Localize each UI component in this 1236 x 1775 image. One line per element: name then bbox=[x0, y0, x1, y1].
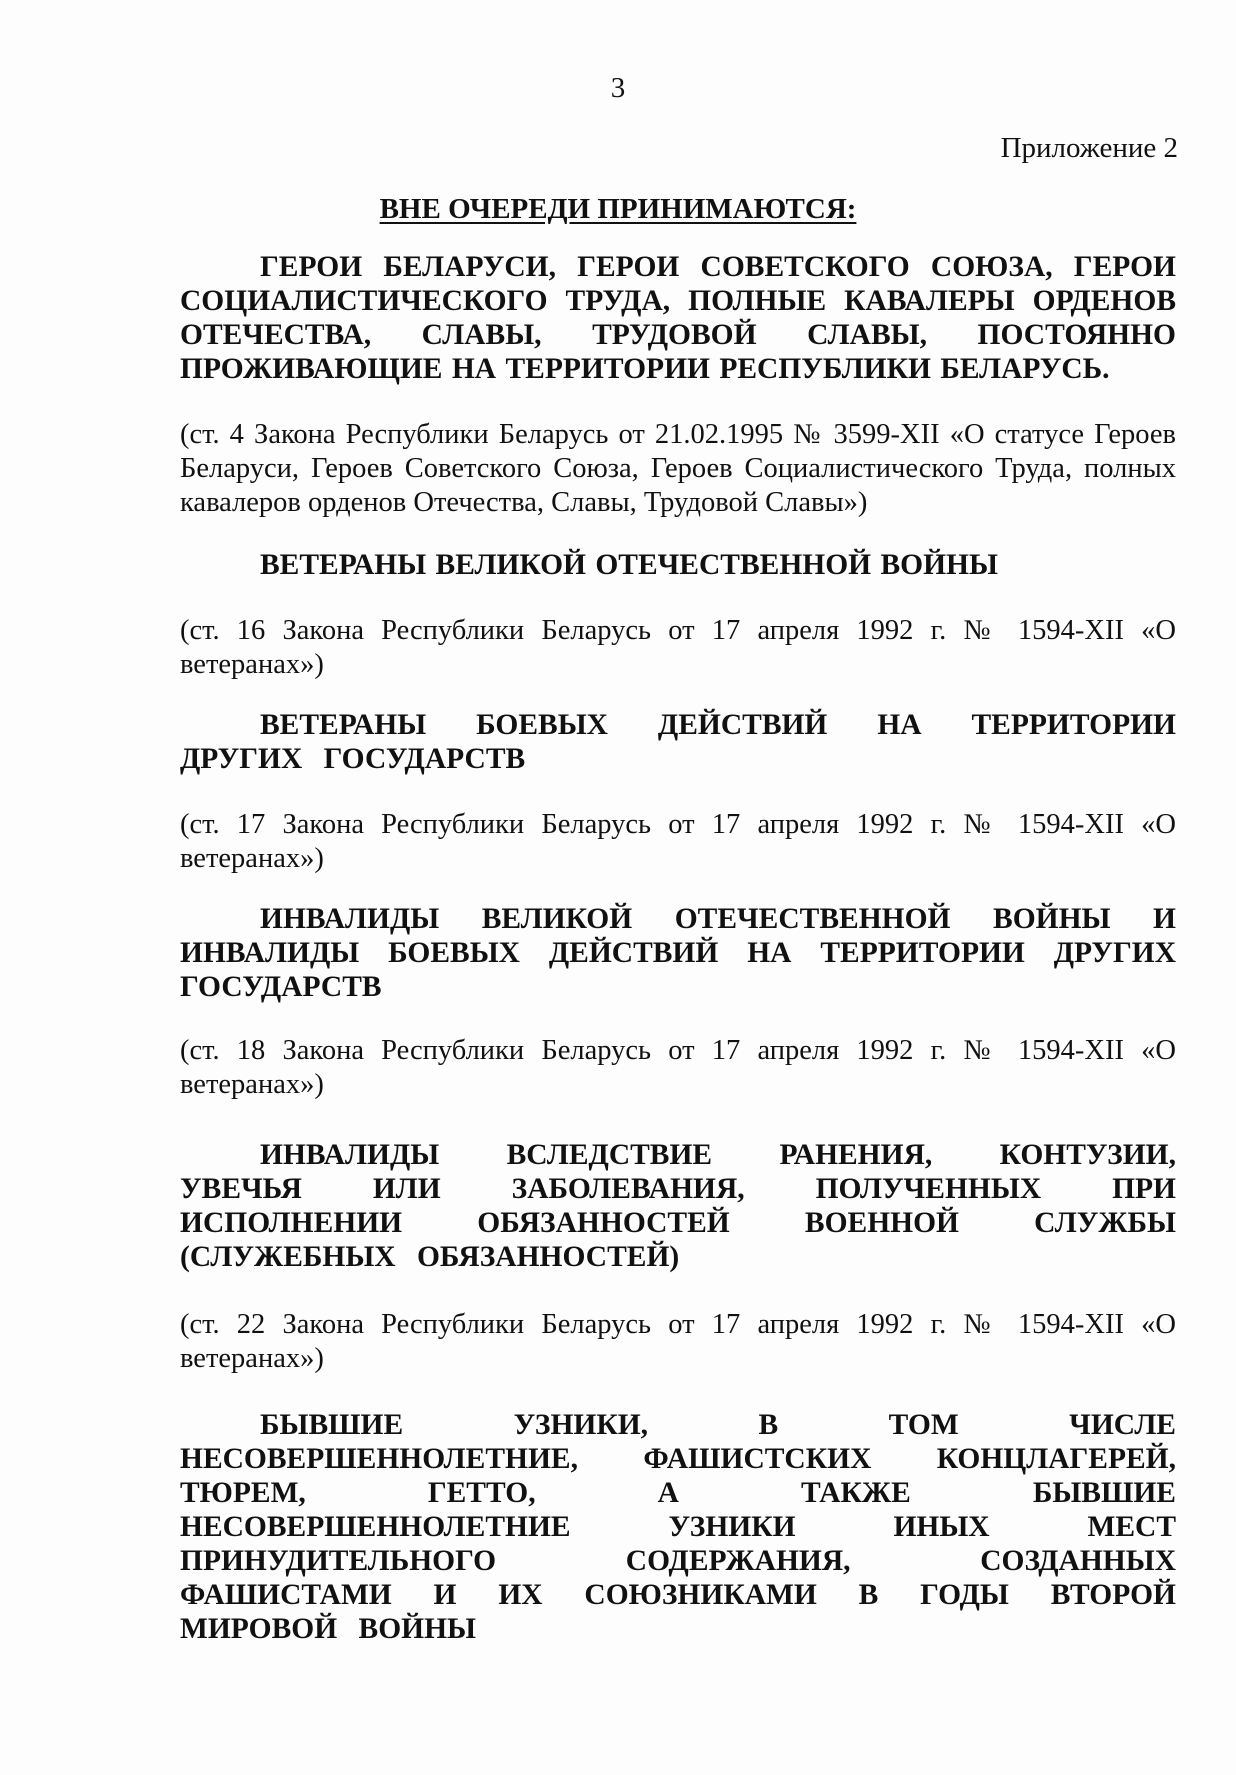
section-heading: ИНВАЛИДЫ ВЕЛИКОЙ ОТЕЧЕСТВЕННОЙ ВОЙНЫ И ИНВАЛИДЫ БОЕВЫХ ДЕЙСТВИЙ НА ТЕРРИТОРИИ ДРУГИХ ГОСУДАРСТВ bbox=[180, 903, 1176, 1003]
legal-reference: (ст. 4 Закона Республики Беларусь от 21.02.1995 № 3599-XII «О статусе Героев Беларуси, Героев Советского Союза, Героев Социалистического Труда, полных кавалеров орденов Отечества, Славы, Трудовой Славы») bbox=[180, 419, 1176, 518]
section-combat-veterans bbox=[180, 708, 1176, 776]
section-former-prisoners bbox=[180, 1408, 1176, 1646]
section-heading: ВЕТЕРАНЫ БОЕВЫХ ДЕЙСТВИЙ НА ТЕРРИТОРИИ ДРУГИХ ГОСУДАРСТВ bbox=[180, 709, 1176, 775]
section-heroes-note bbox=[180, 418, 1176, 520]
section-heading: БЫВШИЕ УЗНИКИ, В ТОМ ЧИСЛЕ НЕСОВЕРШЕННОЛЕТНИЕ, ФАШИСТСКИХ КОНЦЛАГЕРЕЙ, ТЮРЕМ, ГЕТТО, А ТАКЖЕ БЫВШИЕ НЕСОВЕРШЕННОЛЕТНИЕ УЗНИКИ ИНЫХ МЕСТ ПРИНУДИТЕЛЬНОГО СОДЕРЖАНИЯ, СОЗДАННЫХ ФАШИСТАМИ И ИХ СОЮЗНИКАМИ В ГОДЫ ВТОРОЙ МИРОВОЙ ВОЙНЫ bbox=[180, 1409, 1176, 1645]
page-number: 3 bbox=[610, 72, 626, 104]
section-disabled-service-note bbox=[180, 1308, 1176, 1376]
legal-reference: (ст. 18 Закона Республики Беларусь от 17 апреля 1992 г. № 1594-XII «О ветеранах») bbox=[180, 1035, 1176, 1100]
section-heading: ГЕРОИ БЕЛАРУСИ, ГЕРОИ СОВЕТСКОГО СОЮЗА, ГЕРОИ СОЦИАЛИСТИЧЕСКОГО ТРУДА, ПОЛНЫЕ КАВАЛЕРЫ ОРДЕНОВ ОТЕЧЕСТВА, СЛАВЫ, ТРУДОВОЙ СЛАВЫ, ПОСТОЯННО ПРОЖИВАЮЩИЕ НА ТЕРРИТОРИИ РЕСПУБЛИКИ БЕЛАРУСЬ. bbox=[180, 251, 1176, 385]
section-wwii-veterans bbox=[180, 548, 1176, 582]
section-disabled-service bbox=[180, 1138, 1176, 1274]
section-heading: ВЕТЕРАНЫ ВЕЛИКОЙ ОТЕЧЕСТВЕННОЙ ВОЙНЫ bbox=[260, 549, 998, 581]
legal-reference: (ст. 16 Закона Республики Беларусь от 17 апреля 1992 г. № 1594-XII «О ветеранах») bbox=[180, 615, 1176, 680]
section-disabled-war bbox=[180, 902, 1176, 1004]
legal-reference: (ст. 17 Закона Республики Беларусь от 17 апреля 1992 г. № 1594-XII «О ветеранах») bbox=[180, 809, 1176, 874]
legal-reference: (ст. 22 Закона Республики Беларусь от 17 апреля 1992 г. № 1594-XII «О ветеранах») bbox=[180, 1309, 1176, 1374]
section-combat-veterans-note bbox=[180, 808, 1176, 876]
section-disabled-war-note bbox=[180, 1034, 1176, 1102]
section-heroes bbox=[180, 250, 1176, 386]
section-heading: ИНВАЛИДЫ ВСЛЕДСТВИЕ РАНЕНИЯ, КОНТУЗИИ, УВЕЧЬЯ ИЛИ ЗАБОЛЕВАНИЯ, ПОЛУЧЕННЫХ ПРИ ИСПОЛНЕНИИ ОБЯЗАННОСТЕЙ ВОЕННОЙ СЛУЖБЫ (СЛУЖЕБНЫХ ОБЯЗАННОСТЕЙ) bbox=[180, 1139, 1176, 1273]
appendix-label: Приложение 2 bbox=[1000, 132, 1178, 164]
section-wwii-veterans-note bbox=[180, 614, 1176, 682]
page-title: ВНЕ ОЧЕРЕДИ ПРИНИМАЮТСЯ: bbox=[379, 193, 857, 225]
